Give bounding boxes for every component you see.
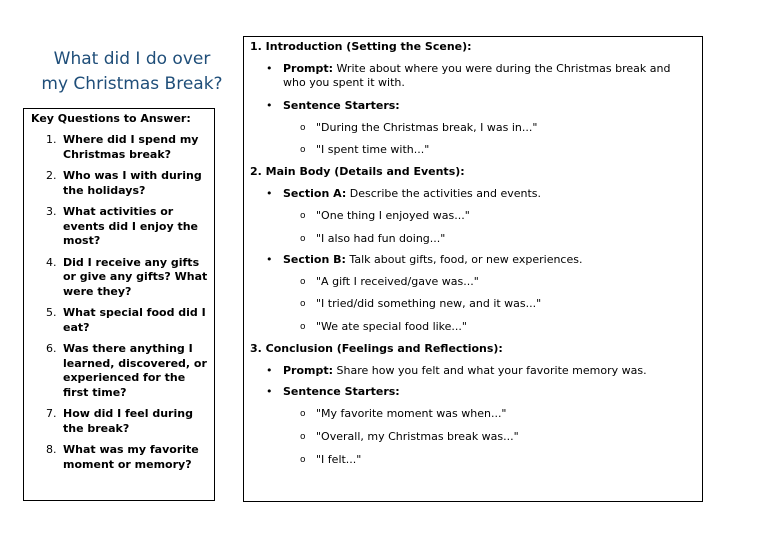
- circle-bullet-icon: o: [300, 455, 306, 465]
- bullet-icon: •: [266, 99, 273, 112]
- question-item: [24, 169, 216, 198]
- question-text: Did I receive any gifts or give any gifts? What were they?: [63, 255, 208, 298]
- page-title: [22, 47, 242, 97]
- question-number: 8.: [46, 443, 57, 456]
- circle-bullet-icon: o: [300, 277, 306, 287]
- circle-bullet-icon: o: [300, 409, 306, 419]
- circle-bullet-icon: o: [300, 299, 306, 309]
- question-item: [24, 306, 216, 335]
- question-text: How did I feel during the break?: [63, 407, 193, 435]
- section-b-text: Talk about gifts, food, or new experiences.: [345, 253, 583, 266]
- title-line-1: What did I do over: [53, 49, 211, 69]
- question-number: 6.: [46, 342, 57, 355]
- question-text: What was my favorite moment or memory?: [63, 443, 199, 471]
- intro-heading: 1. Introduction (Setting the Scene):: [250, 40, 472, 53]
- section-b-label: Section B:: [283, 253, 346, 266]
- question-text: What special food did I eat?: [63, 306, 206, 334]
- question-item: [24, 133, 216, 162]
- question-item: [24, 205, 216, 249]
- question-item: [24, 342, 216, 400]
- question-text: Was there anything I learned, discovered, or experienced for the first time?: [63, 342, 207, 399]
- circle-bullet-icon: o: [300, 322, 306, 332]
- question-number: 2.: [46, 169, 57, 182]
- question-text: Who was I with during the holidays?: [63, 169, 202, 197]
- circle-bullet-icon: o: [300, 145, 306, 155]
- circle-bullet-icon: o: [300, 234, 306, 244]
- circle-bullet-icon: o: [300, 211, 306, 221]
- key-questions-list: [24, 133, 216, 479]
- bullet-icon: •: [266, 364, 273, 377]
- starters-label: Sentence Starters:: [283, 99, 400, 112]
- question-text: What activities or events did I enjoy the most?: [63, 205, 198, 247]
- title-line-2: my Christmas Break?: [41, 74, 223, 94]
- question-number: 3.: [46, 205, 57, 218]
- question-item: [24, 407, 216, 436]
- body-heading: 2. Main Body (Details and Events):: [250, 165, 465, 178]
- question-item: [24, 256, 216, 300]
- starters-label: Sentence Starters:: [283, 385, 400, 398]
- writing-outline-box: 1. Introduction (Setting the Scene): • Prompt: Write about where you were during the Christmas break and who you spent it with. • Sentence Starters: o "During the Christmas break, I was in..." o "I spent time with..." 2. Main Body (Details and Events): • Section A: Describe the activities and events. o "One thing I enjoyed was..." o "I also had fun doing..." • Section B: Talk about gifts, food, or new experiences. o "A gift I received/gave was..." o "I tried/did something new, and it was..." o "We ate special food like..." 3. Conclusion (Feelings and Reflections): • Prompt: Share how you felt and what your favorite memory was. • Sentence Starters: o "My favorite moment was when..." o "Overall, my Christmas break was..." o "I felt...": [243, 36, 703, 502]
- bullet-icon: •: [266, 62, 273, 75]
- prompt-label: Prompt:: [283, 62, 334, 75]
- prompt-text: Write about where you were during the Christmas break and who you spent it with.: [283, 62, 671, 89]
- conclusion-heading: 3. Conclusion (Feelings and Reflections):: [250, 342, 503, 355]
- circle-bullet-icon: o: [300, 123, 306, 133]
- question-number: 1.: [46, 133, 57, 146]
- question-text: Where did I spend my Christmas break?: [63, 133, 199, 161]
- question-number: 4.: [46, 255, 57, 269]
- bullet-icon: •: [266, 187, 273, 200]
- question-number: 5.: [46, 306, 57, 319]
- section-a-text: Describe the activities and events.: [346, 187, 542, 200]
- prompt-label: Prompt:: [283, 364, 334, 377]
- bullet-icon: •: [266, 253, 273, 266]
- key-questions-heading: Key Questions to Answer:: [31, 112, 191, 125]
- prompt-text: Share how you felt and what your favorite memory was.: [333, 364, 647, 377]
- circle-bullet-icon: o: [300, 432, 306, 442]
- section-a-label: Section A:: [283, 187, 347, 200]
- question-item: [24, 443, 216, 472]
- key-questions-box: [23, 108, 215, 501]
- question-number: 7.: [46, 407, 57, 420]
- bullet-icon: •: [266, 385, 273, 398]
